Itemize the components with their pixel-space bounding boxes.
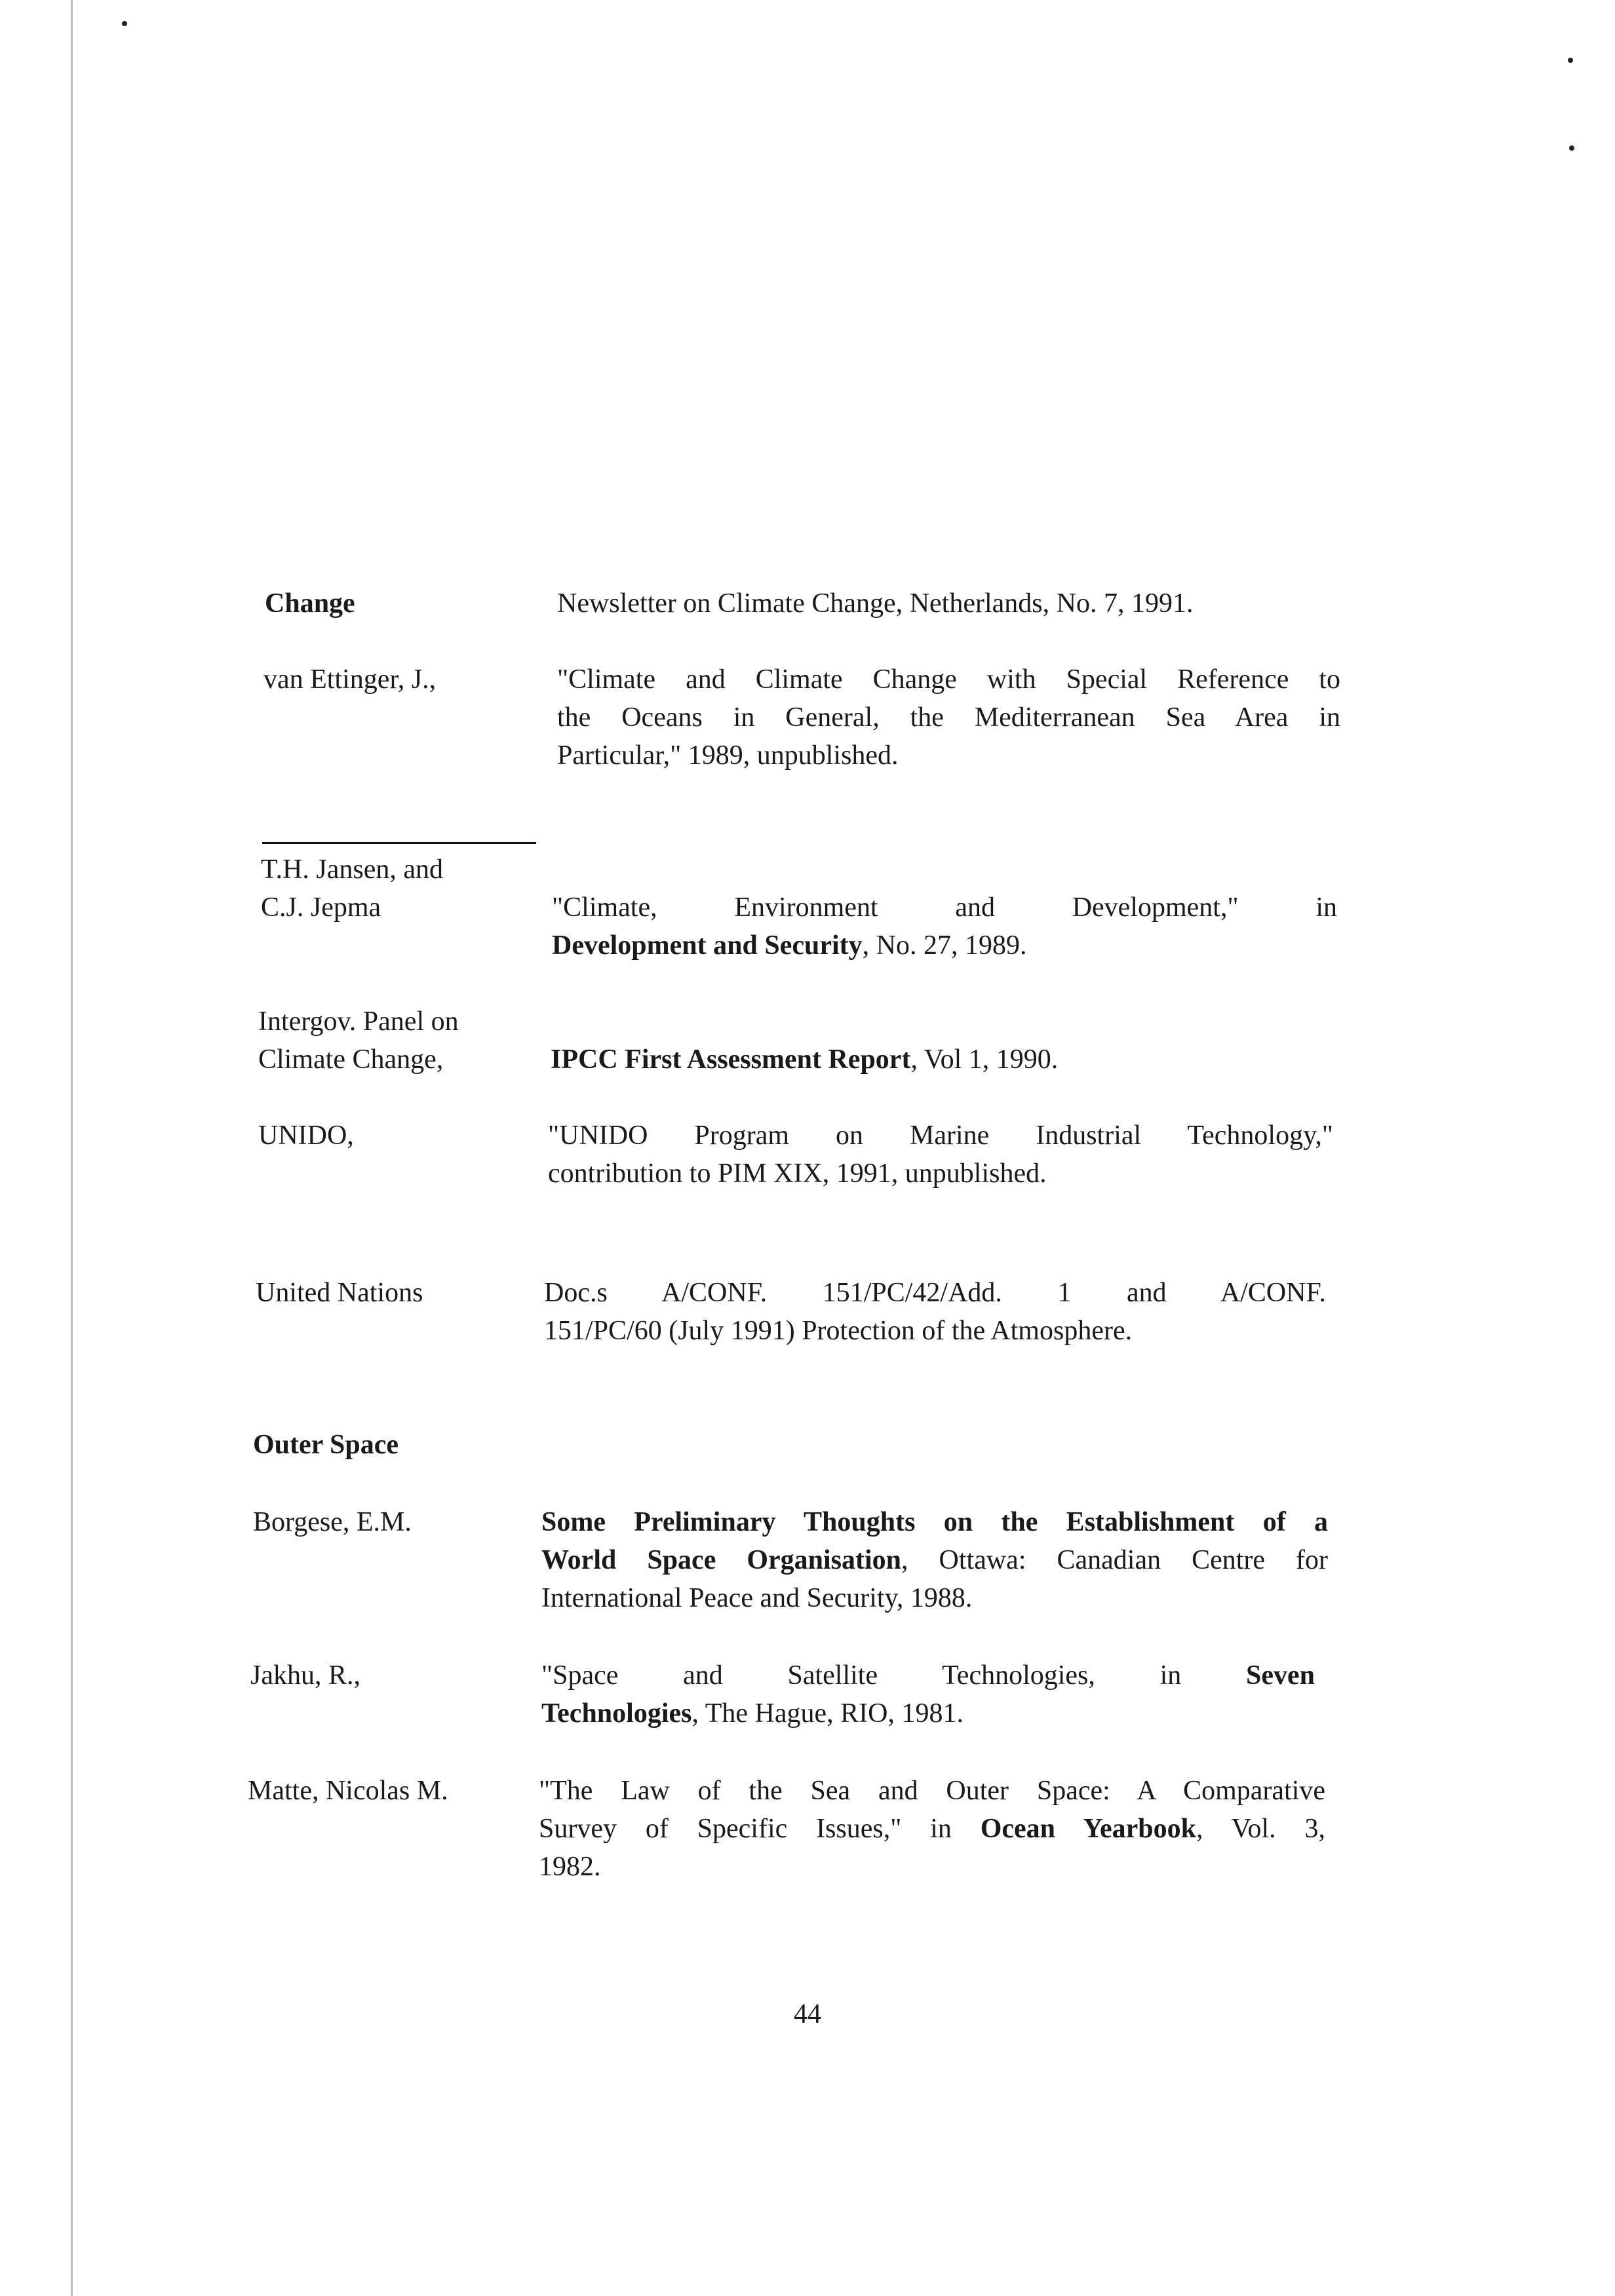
reference-line bbox=[539, 1848, 1325, 1886]
author-line: Matte, Nicolas M. bbox=[248, 1776, 448, 1806]
reference-text: , Vol. 3, bbox=[1196, 1814, 1325, 1844]
entry-author bbox=[256, 1274, 423, 1312]
author-line: UNIDO, bbox=[258, 1120, 354, 1151]
author-line: Change bbox=[265, 588, 355, 619]
reference-text: Newsletter on Climate Change, Netherlands, No. 7, 1991. bbox=[557, 588, 1194, 619]
reference-line bbox=[552, 927, 1337, 965]
reference-text: 151/PC/60 (July 1991) Protection of the Atmosphere. bbox=[544, 1316, 1133, 1346]
author-line: T.H. Jansen, and bbox=[261, 854, 443, 885]
author-line: C.J. Jepma bbox=[261, 892, 381, 923]
reference-text: , Ottawa: Canadian Centre for bbox=[901, 1545, 1328, 1575]
section-heading: Outer Space bbox=[253, 1430, 399, 1460]
reference-line bbox=[541, 1541, 1328, 1579]
entry-reference bbox=[551, 1041, 1336, 1079]
reference-text: "UNIDO Program on Marine Industrial Technology," bbox=[548, 1120, 1333, 1151]
reference-text: contribution to PIM XIX, 1991, unpublished. bbox=[548, 1158, 1047, 1189]
reference-text: Doc.s A/CONF. 151/PC/42/Add. 1 and A/CONF. bbox=[544, 1278, 1326, 1308]
entry-author bbox=[261, 851, 443, 927]
reference-line bbox=[557, 737, 1340, 775]
entry-reference bbox=[552, 889, 1337, 965]
reference-text: "Climate, Environment and Development," in bbox=[552, 892, 1337, 923]
reference-title-text: Some Preliminary Thoughts on the Establishment of a bbox=[541, 1507, 1328, 1537]
reference-line bbox=[541, 1694, 1315, 1732]
reference-title-text: Technologies bbox=[541, 1698, 692, 1729]
author-line: Climate Change, bbox=[258, 1044, 444, 1075]
reference-text: "Climate and Climate Change with Special Reference to bbox=[557, 664, 1340, 695]
entry-reference bbox=[557, 660, 1340, 775]
entry-author bbox=[265, 584, 355, 622]
reference-line bbox=[541, 1656, 1315, 1694]
author-line: Borgese, E.M. bbox=[253, 1507, 412, 1537]
entry-reference bbox=[541, 1656, 1315, 1732]
entry-reference bbox=[557, 584, 1340, 622]
scan-speck bbox=[1569, 145, 1574, 151]
entry-reference bbox=[544, 1274, 1326, 1350]
page-number: 44 bbox=[794, 1999, 821, 2029]
reference-line bbox=[541, 1503, 1328, 1541]
reference-text: International Peace and Security, 1988. bbox=[541, 1583, 973, 1613]
entry-author bbox=[250, 1656, 360, 1694]
scan-speck bbox=[122, 21, 127, 26]
entry-author bbox=[258, 1003, 459, 1079]
reference-title-text: Development and Security bbox=[552, 930, 863, 961]
reference-text: "Space and Satellite Technologies, in bbox=[541, 1660, 1246, 1691]
entry-reference bbox=[548, 1117, 1333, 1193]
reference-title-text: Seven bbox=[1246, 1660, 1315, 1691]
reference-title-text: IPCC First Assessment Report bbox=[551, 1044, 911, 1075]
entry-reference bbox=[539, 1772, 1325, 1886]
reference-title-text: World Space Organisation bbox=[541, 1545, 902, 1575]
reference-line bbox=[539, 1810, 1325, 1848]
author-line: United Nations bbox=[256, 1278, 423, 1308]
reference-line bbox=[541, 1579, 1328, 1617]
reference-title-text: Ocean Yearbook bbox=[980, 1814, 1196, 1844]
entry-author bbox=[263, 660, 436, 698]
scan-margin-line bbox=[71, 0, 73, 2296]
reference-line bbox=[548, 1117, 1333, 1155]
scan-speck bbox=[1568, 58, 1573, 63]
reference-text: Particular," 1989, unpublished. bbox=[557, 740, 899, 771]
reference-line bbox=[557, 584, 1340, 622]
reference-line bbox=[557, 660, 1340, 698]
reference-text: , The Hague, RIO, 1981. bbox=[691, 1698, 963, 1729]
reference-text: "The Law of the Sea and Outer Space: A Comparative bbox=[539, 1776, 1325, 1806]
reference-line bbox=[551, 1041, 1336, 1079]
entry-author bbox=[253, 1503, 412, 1541]
reference-line bbox=[552, 889, 1337, 927]
reference-text: , No. 27, 1989. bbox=[862, 930, 1027, 961]
author-line: van Ettinger, J., bbox=[263, 664, 437, 695]
author-line: Intergov. Panel on bbox=[258, 1006, 459, 1037]
reference-text: the Oceans in General, the Mediterranean Sea Area in bbox=[557, 702, 1340, 733]
entry-reference bbox=[541, 1503, 1328, 1617]
reference-line bbox=[539, 1772, 1325, 1810]
entry-author bbox=[248, 1772, 448, 1810]
author-repeat-rule bbox=[262, 842, 536, 844]
author-line: Jakhu, R., bbox=[250, 1660, 360, 1691]
reference-text: Survey of Specific Issues," in bbox=[539, 1814, 981, 1844]
reference-text: 1982. bbox=[539, 1852, 601, 1882]
reference-text: , Vol 1, 1990. bbox=[910, 1044, 1059, 1075]
reference-line bbox=[557, 698, 1340, 737]
reference-line bbox=[544, 1274, 1326, 1312]
reference-line bbox=[544, 1312, 1326, 1350]
reference-line bbox=[548, 1155, 1333, 1193]
entry-author bbox=[258, 1117, 354, 1155]
